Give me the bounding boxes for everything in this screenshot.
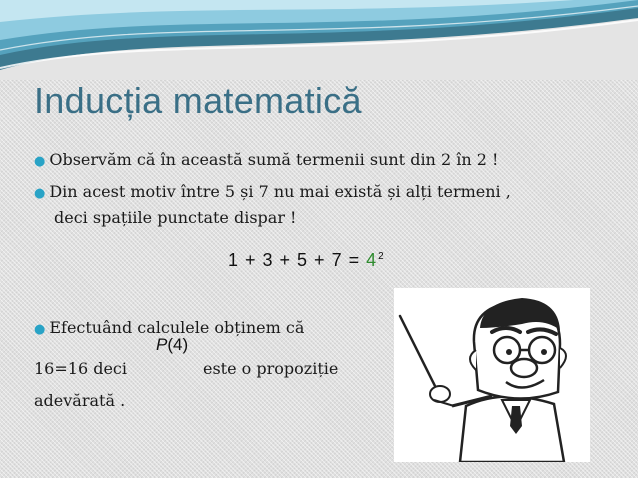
bullet-observation xyxy=(34,148,498,174)
sum-equation xyxy=(228,250,385,271)
equation-lhs: 1 + 3 + 5 + 7 = xyxy=(228,250,361,270)
bullet-reason xyxy=(34,180,511,230)
bullet-text-continued: deci spațiile punctate dispar ! xyxy=(54,208,297,227)
equation-exponent: 2 xyxy=(378,251,385,262)
conclusion-line2: adevărată . xyxy=(34,391,126,410)
professor-illustration xyxy=(394,288,590,462)
conclusion-line1-end: este o propoziție xyxy=(203,359,339,378)
conclusion-line1-start: 16=16 deci xyxy=(34,359,127,378)
bullet-icon: ● xyxy=(34,154,46,169)
proposition-symbol: P xyxy=(156,335,168,354)
bullet-text: Efectuând calculele obținem că xyxy=(49,318,305,337)
bullet-icon: ● xyxy=(34,322,46,337)
proposition-argument: (4) xyxy=(167,335,189,354)
bullet-text: Observăm că în această sumă termenii sunt din 2 în 2 ! xyxy=(49,150,499,169)
slide-title: Inducția matematică xyxy=(34,80,362,121)
equation-base: 4 xyxy=(366,250,378,270)
bullet-text: Din acest motiv între 5 și 7 nu mai există și alți termeni , xyxy=(49,182,511,201)
decorative-top-band xyxy=(0,0,638,80)
bullet-icon: ● xyxy=(34,186,46,201)
proposition-label xyxy=(156,335,188,355)
